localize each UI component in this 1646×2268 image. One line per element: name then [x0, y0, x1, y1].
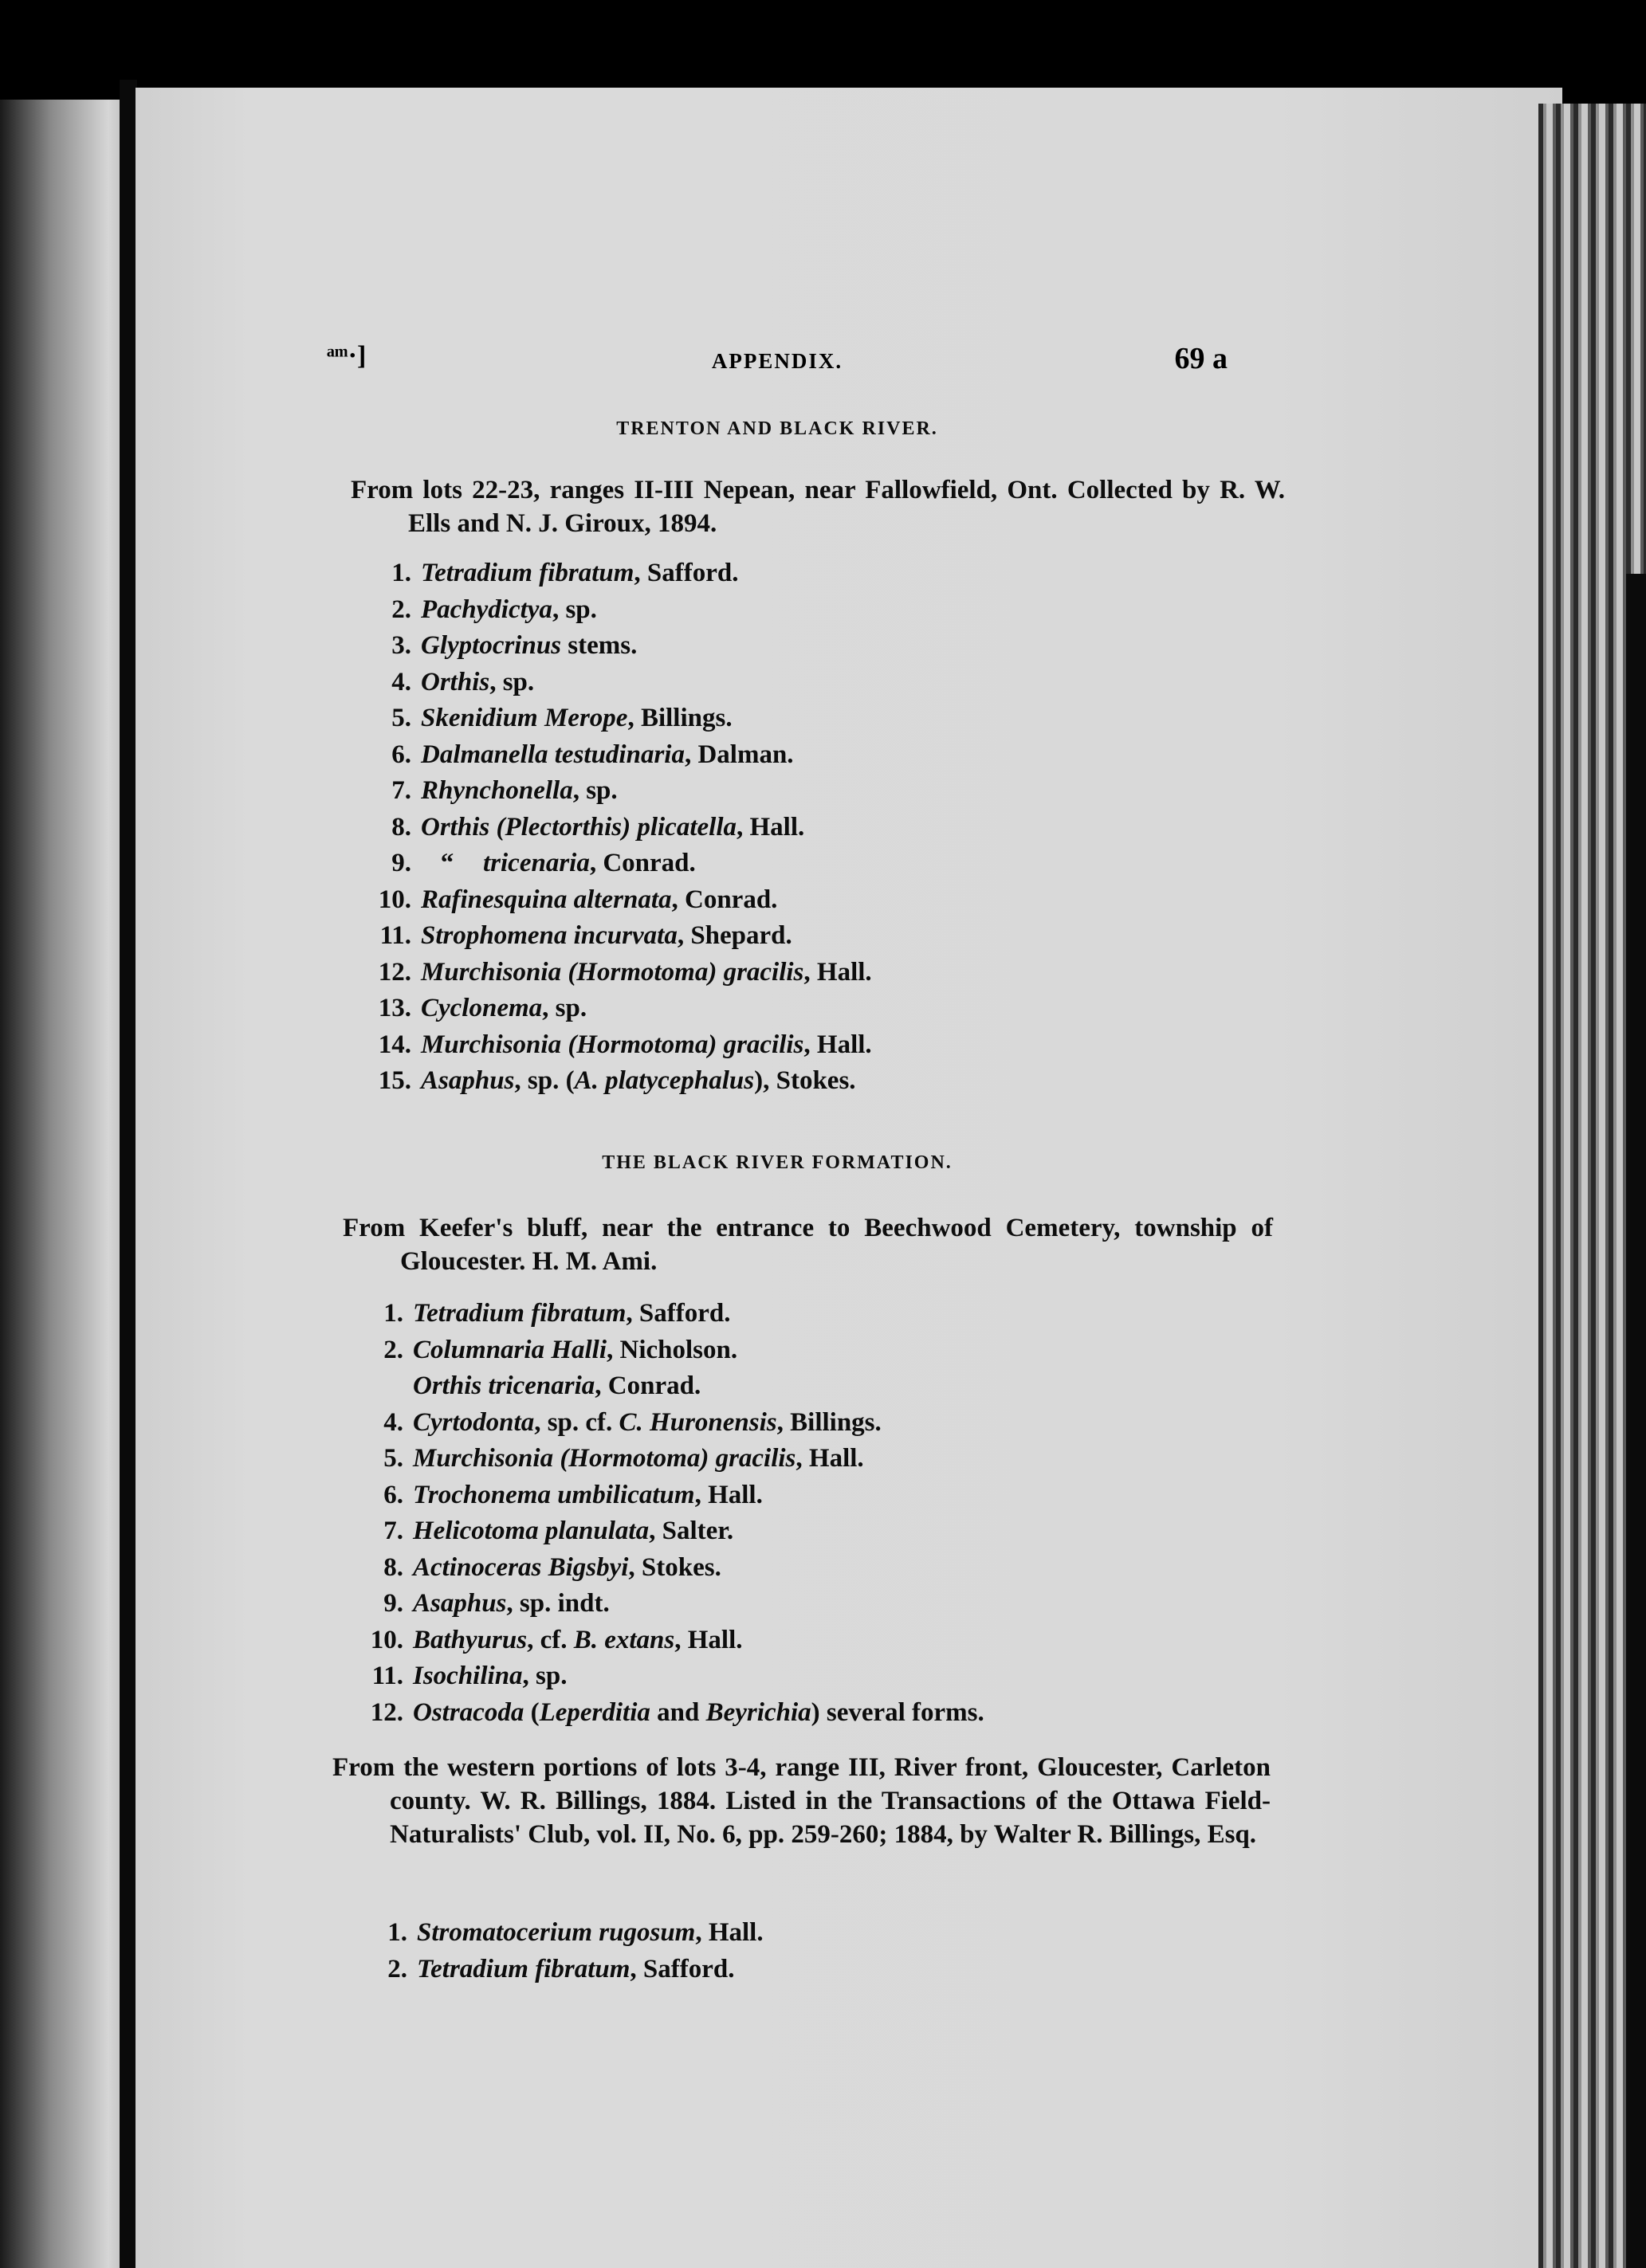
species-name: Rafinesquina alternata [421, 885, 672, 914]
list-item [355, 1915, 764, 1952]
species-name: Asaphus [421, 1066, 515, 1095]
list-item [351, 1296, 984, 1332]
species-name: Pachydictya [421, 594, 552, 624]
species-name: Columnaria Halli [413, 1335, 607, 1364]
species-author: , Conrad. [589, 849, 696, 877]
list-item [351, 1477, 984, 1514]
species-name: Helicotoma planulata [413, 1517, 650, 1545]
species-name: Asaphus [413, 1589, 507, 1618]
item-number: 9. [383, 1589, 403, 1618]
species-name: Cyrtodonta [413, 1407, 535, 1437]
species-name: Trochonema umbilicatum [413, 1480, 695, 1509]
list-item [351, 1405, 984, 1442]
species-author: , Conrad. [671, 885, 778, 914]
list-item [359, 555, 872, 592]
book-gutter [120, 80, 137, 2268]
list-item [355, 1952, 764, 1988]
list-item [351, 1550, 984, 1587]
species-author: , sp. ( [514, 1066, 575, 1095]
item-number: 5. [391, 704, 411, 732]
item-number: 7. [383, 1517, 403, 1545]
section-heading: TRENTON AND BLACK RIVER. [616, 418, 938, 439]
species-name: Tetradium fibratum [413, 1299, 627, 1328]
list-item [351, 1586, 984, 1623]
list-item [351, 1513, 984, 1550]
left-page-edge [0, 100, 128, 2268]
list-item [359, 665, 872, 701]
running-header [327, 341, 1228, 389]
species-author: , Safford. [630, 1954, 735, 1984]
species-author: stems. [561, 631, 638, 660]
species-name: Murchisonia (Hormotoma) gracilis [421, 957, 804, 987]
species-author: , Dalman. [684, 740, 794, 769]
species-author: , Hall. [803, 1030, 872, 1059]
species-name: Bathyurus [413, 1625, 528, 1654]
species-author: , Hall. [694, 1480, 763, 1509]
species-author: , Hall. [736, 812, 805, 842]
list-item [359, 918, 872, 955]
item-number: 1. [387, 1918, 407, 1947]
item-number: 15. [378, 1066, 411, 1095]
species-author: , sp. [572, 776, 618, 805]
list-item [359, 882, 872, 919]
list-item [351, 1658, 984, 1695]
species-author: , sp. [522, 1662, 568, 1690]
list-item [359, 1063, 872, 1100]
species-author: , Hall. [803, 957, 872, 987]
species-author: , Safford. [634, 559, 739, 587]
species-name: Cyclonema [421, 994, 543, 1022]
species-author: , cf. [527, 1625, 574, 1654]
species-author: , sp. indt. [506, 1589, 610, 1618]
species-name: Isochilina [413, 1662, 523, 1690]
item-number: 10. [370, 1625, 403, 1654]
item-number: 3. [391, 631, 411, 660]
species-author: ), Stokes. [754, 1066, 856, 1095]
list-item [351, 1441, 984, 1477]
species-author: and [650, 1697, 706, 1727]
species-name: Leperditia [539, 1697, 650, 1727]
species-name: Orthis (Plectorthis) plicatella [421, 812, 737, 842]
list-item [359, 628, 872, 665]
species-author: , Stokes. [628, 1552, 721, 1582]
item-number: 4. [391, 667, 411, 696]
ditto-mark: “ [440, 849, 454, 877]
page-number: 69 a [1174, 342, 1228, 375]
species-author: , Conrad. [595, 1371, 701, 1400]
item-number: 10. [378, 885, 411, 914]
species-name: Orthis [421, 667, 490, 696]
list-item [359, 700, 872, 737]
item-number: 6. [383, 1480, 403, 1509]
species-author: , Billings. [776, 1407, 882, 1437]
list-item [359, 773, 872, 810]
species-author: ( [524, 1697, 540, 1727]
species-name: Murchisonia (Hormotoma) gracilis [421, 1030, 804, 1059]
page [136, 88, 1562, 2268]
item-number: 9. [391, 849, 411, 877]
species-name: C. Huronensis [619, 1407, 777, 1437]
list-item [359, 1027, 872, 1064]
species-name: Tetradium fibratum [421, 559, 634, 587]
section-heading: THE BLACK RIVER FORMATION. [602, 1152, 953, 1173]
species-author: , Hall. [695, 1918, 764, 1947]
header-left-mark: ᵃᵐ·] [327, 341, 367, 371]
item-number: 14. [378, 1030, 411, 1059]
species-list [355, 1915, 764, 1987]
page-stack-shadow [1626, 574, 1646, 2268]
section-intro: From lots 22-23, ranges II-III Nepean, near Fallowfield, Ont. Collected by R. W. Ells and N. J. Giroux, 1894. [351, 476, 1285, 538]
item-number: 1. [383, 1299, 403, 1328]
species-author: , Shepard. [677, 921, 792, 950]
list-item [359, 737, 872, 774]
species-name: Ostracoda [413, 1697, 524, 1727]
item-number: 6. [391, 740, 411, 769]
species-name: Glyptocrinus [421, 631, 562, 660]
species-name: Murchisonia (Hormotoma) gracilis [413, 1444, 796, 1473]
item-number: 8. [391, 812, 411, 842]
list-item [351, 1695, 984, 1732]
species-name: Rhynchonella [421, 776, 573, 805]
species-name: Strophomena incurvata [421, 921, 678, 950]
species-author: , sp. [489, 667, 535, 696]
species-author: , sp. [542, 994, 587, 1022]
species-name: Tetradium fibratum [417, 1954, 631, 1984]
list-item [359, 991, 872, 1027]
species-name: A. platycephalus [574, 1066, 755, 1095]
species-name: Stromatocerium rugosum [417, 1918, 696, 1947]
species-author: ) several forms. [811, 1697, 984, 1727]
species-name: Dalmanella testudinaria [421, 740, 685, 769]
item-number: 8. [383, 1552, 403, 1582]
list-item [351, 1368, 984, 1405]
species-author: , Salter. [649, 1517, 734, 1545]
species-list [351, 1296, 984, 1731]
item-number: 2. [391, 594, 411, 624]
species-name: Actinoceras Bigsbyi [413, 1552, 629, 1582]
species-name: Beyrichia [705, 1697, 811, 1727]
list-item [351, 1332, 984, 1369]
item-number: 13. [378, 994, 411, 1022]
species-author: , Hall. [796, 1444, 864, 1473]
species-name: tricenaria [483, 849, 590, 877]
item-number: 12. [370, 1697, 403, 1727]
species-name: B. extans [573, 1625, 675, 1654]
species-author: , sp. [552, 594, 597, 624]
species-name: Orthis tricenaria [413, 1371, 595, 1400]
list-item [359, 955, 872, 991]
list-item [359, 810, 872, 846]
species-author: , Nicholson. [607, 1335, 738, 1364]
item-number: 2. [383, 1335, 403, 1364]
species-name: Skenidium Merope [421, 704, 628, 732]
list-item [351, 1623, 984, 1659]
section-intro: From the western portions of lots 3-4, range III, River front, Gloucester, Carleton county. W. R. Billings, 1884. Listed in the Transactions of the Ottawa Field-Naturalists' Club, vol. II, No. 6, pp. 259-260; 1884, by Walter R. Billings, Esq. [332, 1753, 1271, 1849]
item-number: 5. [383, 1444, 403, 1473]
item-number: 11. [379, 921, 411, 950]
species-author: , Hall. [674, 1625, 743, 1654]
species-author: , sp. cf. [534, 1407, 619, 1437]
item-number: 12. [378, 957, 411, 987]
item-number: 11. [371, 1662, 403, 1690]
section-intro: From Keefer's bluff, near the entrance to Beechwood Cemetery, township of Gloucester. H. M. Ami. [343, 1214, 1273, 1276]
item-number: 4. [383, 1407, 403, 1437]
list-item [359, 592, 872, 629]
species-author: , Safford. [626, 1299, 731, 1328]
item-number: 1. [391, 559, 411, 587]
header-title: APPENDIX. [711, 349, 843, 373]
species-list [359, 555, 872, 1100]
list-item [359, 846, 872, 882]
species-author: , Billings. [627, 704, 733, 732]
item-number: 7. [391, 776, 411, 805]
item-number: 2. [387, 1954, 407, 1984]
